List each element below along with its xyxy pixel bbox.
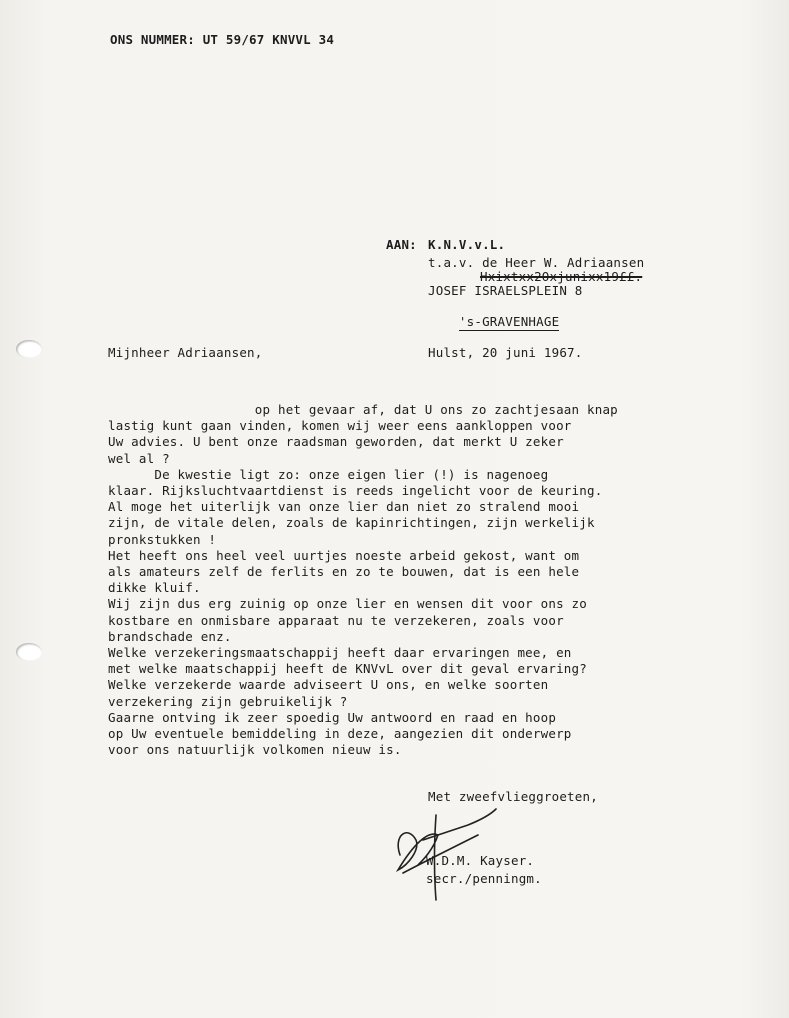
letter-body	[108, 402, 708, 758]
address-city	[428, 298, 559, 346]
reference-number: ONS NUMMER: UT 59/67 KNVVL 34	[110, 32, 335, 47]
closing: Met zweefvlieggroeten,	[428, 789, 598, 804]
signer-name: W.D.M. Kayser.	[426, 853, 535, 868]
signer-title: secr./penningm.	[426, 871, 542, 886]
body-line: Uw advies. U bent onze raadsman geworden, dat merkt U zeker	[108, 434, 564, 450]
body-line: voor ons natuurlijk volkomen nieuw is.	[108, 742, 402, 758]
body-line: kostbare en onmisbare apparaat nu te verzekeren, zoals voor	[108, 612, 564, 628]
place-date: Hulst, 20 juni 1967.	[428, 345, 583, 360]
body-line: klaar. Rijksluchtvaartdienst is reeds ingelicht voor de keuring.	[108, 483, 603, 499]
address-to-label: AAN:	[386, 237, 417, 252]
signature	[378, 795, 508, 905]
body-line: verzekering zijn gebruikelijk ?	[108, 693, 348, 709]
body-line: De kwestie ligt zo: onze eigen lier (!) is nagenoeg	[108, 466, 549, 482]
body-line: Welke verzekerde waarde adviseert U ons, en welke soorten	[108, 677, 549, 693]
body-line: brandschade enz.	[108, 628, 232, 644]
body-line: wel al ?	[108, 450, 170, 466]
body-line: als amateurs zelf de ferlits en zo te bouwen, dat is een hele	[108, 564, 580, 580]
body-line: met welke maatschappij heeft de KNVvL over dit geval ervaring?	[108, 661, 587, 677]
body-line: op Uw eventuele bemiddeling in deze, aangezien dit onderwerp	[108, 726, 572, 742]
body-line: Gaarne ontving ik zeer spoedig Uw antwoord en raad en hoop	[108, 709, 557, 725]
body-line: Welke verzekeringsmaatschappij heeft daar ervaringen mee, en	[108, 645, 572, 661]
punch-hole-bottom	[16, 643, 42, 661]
address-attn: t.a.v. de Heer W. Adriaansen	[428, 255, 645, 270]
address-city-text: 's-GRAVENHAGE	[458, 314, 560, 329]
body-line: Al moge het uiterlijk van onze lier dan niet zo stralend mooi	[108, 499, 580, 515]
body-line: Het heeft ons heel veel uurtjes noeste arbeid gekost, want om	[108, 547, 580, 563]
body-line: dikke kluif.	[108, 580, 201, 596]
body-line: op het gevaar af, dat U ons zo zachtjesaan knap	[108, 402, 618, 417]
punch-hole-top	[16, 340, 42, 358]
body-line: Wij zijn dus erg zuinig op onze lier en wensen dit voor ons zo	[108, 596, 587, 612]
address-org: K.N.V.v.L.	[428, 237, 506, 252]
body-line: zijn, de vitale delen, zoals de kapinrichtingen, zijn werkelijk	[108, 515, 595, 531]
address-struck-text: Hxixtxx2Oxjunixx19££.	[480, 269, 643, 284]
salutation: Mijnheer Adriaansen,	[108, 345, 263, 360]
body-line: lastig kunt gaan vinden, komen wij weer eens aankloppen voor	[108, 418, 572, 434]
body-line: pronkstukken !	[108, 531, 217, 547]
address-street: JOSEF ISRAELSPLEIN 8	[428, 283, 583, 298]
